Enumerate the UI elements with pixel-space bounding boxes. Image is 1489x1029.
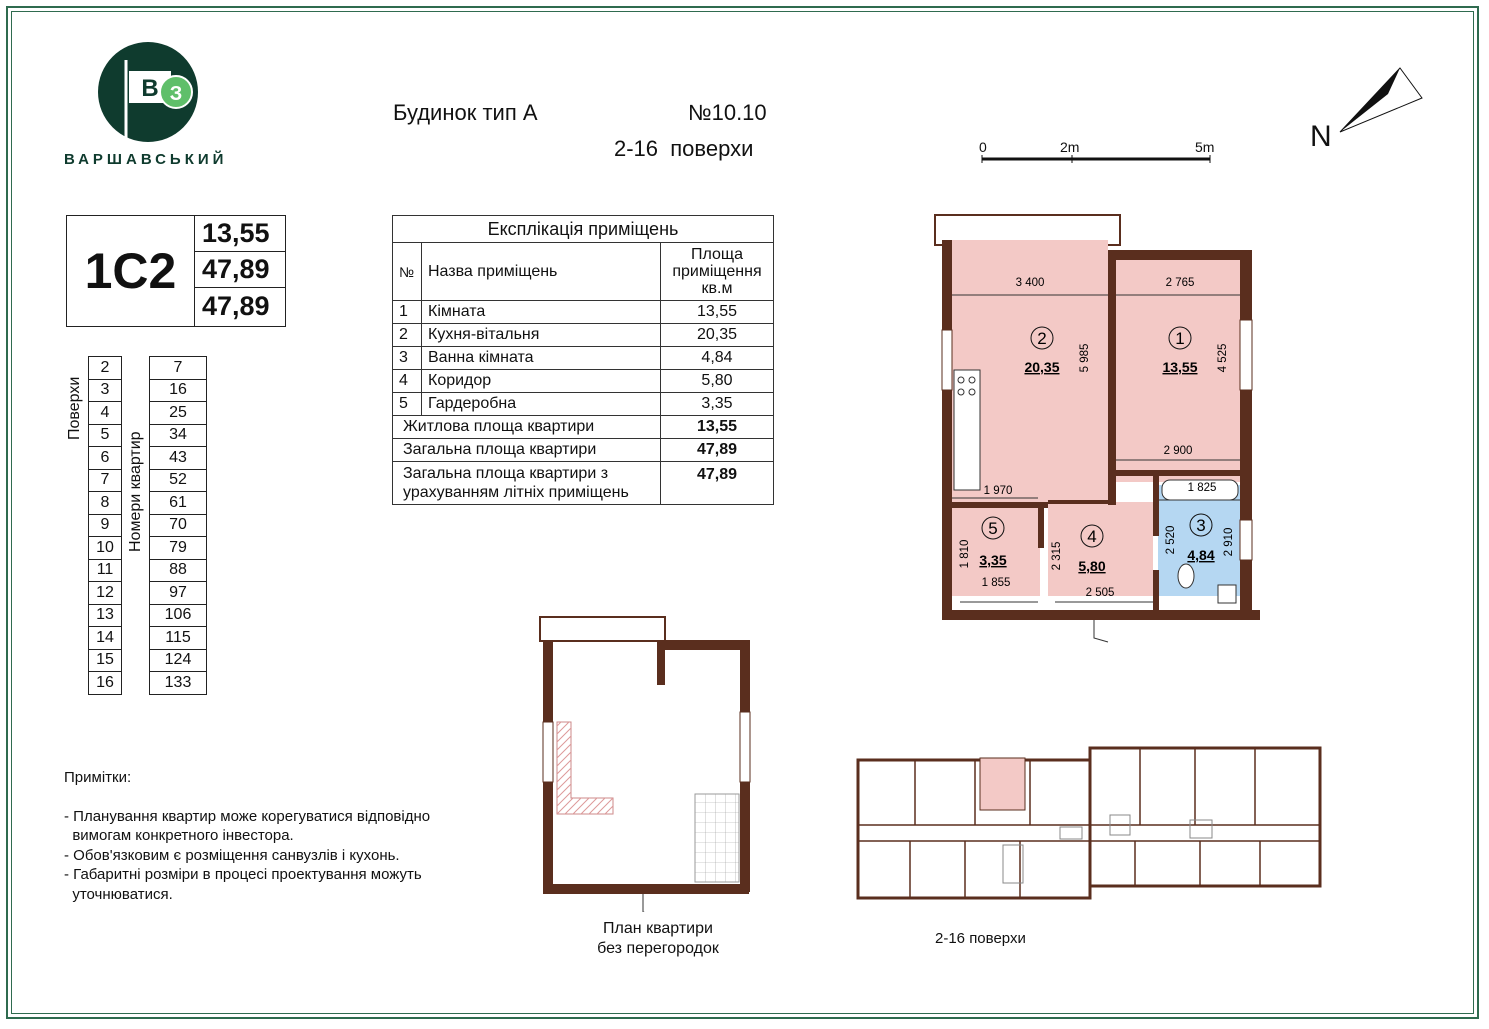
apartment-number: №10.10 <box>688 100 767 125</box>
room-name: Гардеробна <box>422 393 661 416</box>
apartment-number-cell: 25 <box>150 402 207 425</box>
room-no: 5 <box>393 393 422 416</box>
dim-2910: 2 910 <box>1223 527 1235 557</box>
total-label: Житлова площа квартири <box>393 416 661 439</box>
dim-4525: 4 525 <box>1217 343 1229 373</box>
floor-plan <box>855 745 1325 905</box>
logo-letter-right: З <box>169 83 183 105</box>
col-area: Площа приміщення кв.м <box>661 243 774 301</box>
room-no: 2 <box>393 324 422 347</box>
floor-plan-caption: 2-16 поверхи <box>935 930 1026 947</box>
floors-label: Поверхи <box>66 376 83 440</box>
note-line: вимогам конкретного інвестора. <box>64 827 294 844</box>
notes-title: Примітки: <box>64 769 132 786</box>
plan-room-1-area: 13,55 <box>1162 359 1198 375</box>
living-area: 13,55 <box>194 216 285 252</box>
apartment-plan <box>930 210 1260 650</box>
floor-number: 13 <box>89 604 122 627</box>
floor-number: 11 <box>89 559 122 582</box>
room-no: 1 <box>393 301 422 324</box>
explication-total-row <box>393 462 774 505</box>
col-no: № <box>393 243 422 301</box>
room-area: 4,84 <box>661 347 774 370</box>
apt-numbers-label: Номери квартир <box>127 431 144 552</box>
explication-total-row <box>393 416 774 439</box>
total-area: 47,89 <box>194 252 285 288</box>
north-arrow-icon <box>1330 64 1425 139</box>
dim-2315: 2 315 <box>1051 541 1063 571</box>
scale-label-5m: 5m <box>1195 139 1215 155</box>
plan-room-5-area: 3,35 <box>979 552 1007 568</box>
explication-row <box>393 370 774 393</box>
explication-row <box>393 393 774 416</box>
explication-row <box>393 301 774 324</box>
scale-bar <box>980 155 1215 163</box>
floor-number: 3 <box>89 379 122 402</box>
note-line: уточнюватися. <box>64 885 173 903</box>
plan-room-2-area: 20,35 <box>1024 359 1060 375</box>
plan-room-3-no: 3 <box>1196 516 1206 535</box>
building-type: Будинок тип А <box>393 100 538 125</box>
total-label: Загальна площа квартири з урахуванням літніх приміщень <box>393 462 661 505</box>
apartment-number-cell: 79 <box>150 537 207 560</box>
explication-table <box>392 215 774 505</box>
dim-2900: 2 900 <box>1163 445 1193 457</box>
apartment-number-cell: 7 <box>150 357 207 380</box>
plan-room-3-area: 4,84 <box>1187 547 1215 563</box>
room-area: 13,55 <box>661 301 774 324</box>
floor-number: 2 <box>89 357 122 380</box>
note-line: - Габаритні розміри в процесі проектування можуть <box>64 866 422 883</box>
brand-logo <box>96 40 208 144</box>
open-plan-caption-2: без перегородок <box>597 940 719 957</box>
room-name: Кімната <box>422 301 661 324</box>
floor-number: 6 <box>89 447 122 470</box>
dim-1970: 1 970 <box>983 485 1013 497</box>
notes <box>64 768 430 904</box>
floor-number: 10 <box>89 537 122 560</box>
floor-number: 16 <box>89 672 122 695</box>
apartment-code: 1С2 <box>67 216 195 326</box>
floor-number: 14 <box>89 627 122 650</box>
room-area: 20,35 <box>661 324 774 347</box>
floor-number: 12 <box>89 582 122 605</box>
apartment-number-cell: 43 <box>150 447 207 470</box>
room-area: 3,35 <box>661 393 774 416</box>
plan-room-4-area: 5,80 <box>1078 558 1106 574</box>
dim-1810: 1 810 <box>959 539 971 569</box>
total-value: 47,89 <box>661 439 774 462</box>
total-value: 13,55 <box>661 416 774 439</box>
north-label: N <box>1310 120 1332 153</box>
dim-2765: 2 765 <box>1165 277 1195 289</box>
floor-number: 7 <box>89 469 122 492</box>
total-value: 47,89 <box>661 462 774 505</box>
floor-number: 15 <box>89 649 122 672</box>
room-name: Кухня-вітальня <box>422 324 661 347</box>
apartment-number-cell: 115 <box>150 627 207 650</box>
scale-label-0: 0 <box>979 139 987 155</box>
floors-range: 2-16 поверхи <box>614 136 754 161</box>
open-plan-caption-1: План квартири <box>603 920 713 937</box>
scale-label-2m: 2m <box>1060 139 1080 155</box>
floors-table <box>66 356 122 695</box>
explication-title: Експлікація приміщень <box>393 216 774 243</box>
note-line: - Обов'язковим є розміщення санвузлів і кухонь. <box>64 846 400 864</box>
floor-number: 8 <box>89 492 122 515</box>
apartment-number-cell: 106 <box>150 604 207 627</box>
explication-row <box>393 324 774 347</box>
plan-room-1-no: 1 <box>1175 329 1185 348</box>
room-area: 5,80 <box>661 370 774 393</box>
apartment-number-cell: 34 <box>150 424 207 447</box>
room-no: 3 <box>393 347 422 370</box>
apartment-number-cell: 61 <box>150 492 207 515</box>
plan-room-5-no: 5 <box>988 519 998 538</box>
apartment-number-cell: 88 <box>150 559 207 582</box>
dim-2505: 2 505 <box>1085 587 1115 599</box>
dim-1825: 1 825 <box>1187 482 1217 494</box>
apartment-number-cell: 97 <box>150 582 207 605</box>
floor-number: 4 <box>89 402 122 425</box>
col-name: Назва приміщень <box>422 243 661 301</box>
plan-room-4-no: 4 <box>1087 527 1097 546</box>
dim-2520: 2 520 <box>1165 525 1177 555</box>
dim-1855: 1 855 <box>981 577 1011 589</box>
room-name: Коридор <box>422 370 661 393</box>
explication-total-row <box>393 439 774 462</box>
room-name: Ванна кімната <box>422 347 661 370</box>
apartment-number-cell: 52 <box>150 469 207 492</box>
plan-room-2-no: 2 <box>1037 329 1047 348</box>
brand-name: ВАРШАВСЬКИЙ <box>64 151 228 168</box>
apartment-number-cell: 124 <box>150 649 207 672</box>
room-no: 4 <box>393 370 422 393</box>
floor-number: 9 <box>89 514 122 537</box>
apartment-number-cell: 133 <box>150 672 207 695</box>
apartment-number-cell: 70 <box>150 514 207 537</box>
logo-letter-left: В <box>141 75 159 102</box>
total-label: Загальна площа квартири <box>393 439 661 462</box>
open-plan <box>535 612 755 912</box>
apartment-code-box <box>66 215 286 327</box>
apt-numbers-table <box>127 356 207 695</box>
apartment-number-cell: 16 <box>150 379 207 402</box>
explication-row <box>393 347 774 370</box>
floor-number: 5 <box>89 424 122 447</box>
note-line: - Планування квартир може корегуватися відповідно <box>64 807 431 825</box>
total-area-summer: 47,89 <box>202 290 270 321</box>
dim-5985: 5 985 <box>1079 343 1091 373</box>
dim-3400: 3 400 <box>1015 277 1045 289</box>
